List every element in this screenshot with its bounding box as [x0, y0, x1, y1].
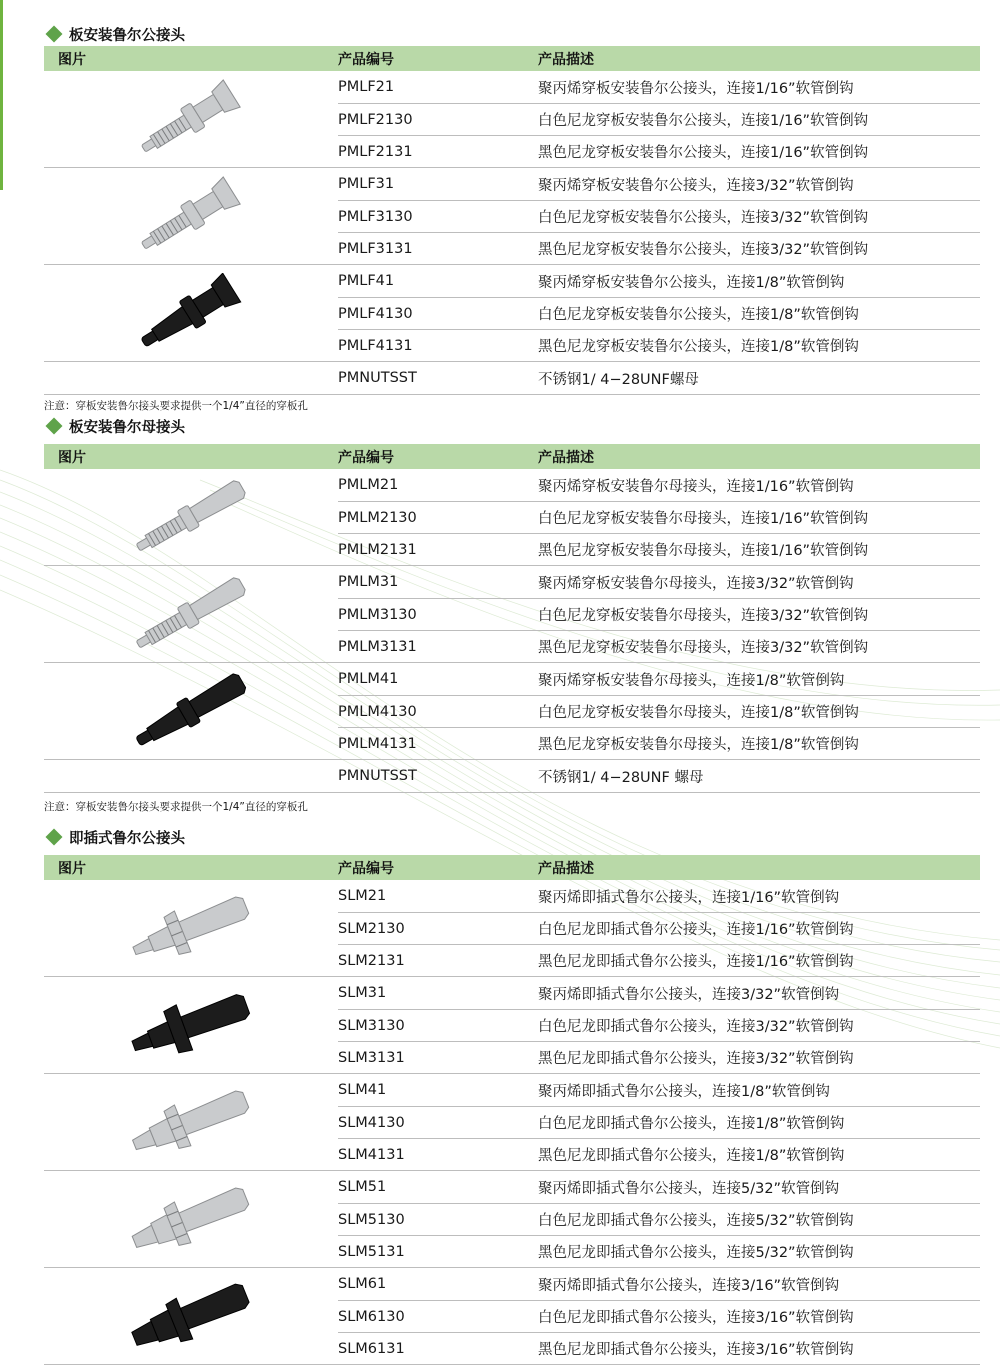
- product-desc: 聚丙烯即插式鲁尔公接头，连接5/32”软管倒钩: [538, 1180, 840, 1197]
- product-desc: 聚丙烯穿板安装鲁尔母接头，连接3/32”软管倒钩: [538, 575, 854, 592]
- table-row: [338, 880, 980, 912]
- section-note: 注意：穿板安装鲁尔接头要求提供一个1/4”直径的穿板孔: [44, 400, 308, 412]
- snap-male-luer-natural-icon: [126, 1082, 256, 1162]
- product-image-cell: [44, 1074, 338, 1170]
- header-code: 产品编号: [338, 860, 394, 877]
- diamond-bullet-icon: [46, 418, 63, 435]
- product-code: SLM5131: [338, 1243, 405, 1260]
- snap-male-luer-natural-icon: [126, 1179, 256, 1259]
- product-code: PMLF2130: [338, 111, 413, 128]
- table-header: [44, 444, 980, 469]
- product-image-cell: [44, 71, 338, 167]
- table-row: [338, 1268, 980, 1300]
- product-desc: 不锈钢1/ 4−28UNF 螺母: [538, 769, 704, 786]
- product-image-cell: [44, 760, 338, 792]
- product-code: SLM31: [338, 985, 387, 1001]
- panel-male-luer-black-icon: [131, 273, 251, 353]
- product-code: SLM5130: [338, 1211, 405, 1228]
- product-code: SLM2131: [338, 952, 405, 969]
- section-panel-male-luer: [44, 22, 980, 414]
- section-title: [44, 414, 980, 438]
- section-title-text: 板安装鲁尔公接头: [69, 27, 185, 44]
- product-desc: 聚丙烯穿板安装鲁尔公接头，连接1/16”软管倒钩: [538, 80, 854, 97]
- product-desc: 不锈钢1/ 4−28UNF螺母: [538, 371, 699, 388]
- product-group: [44, 71, 980, 168]
- product-desc: 白色尼龙即插式鲁尔公接头，连接5/32”软管倒钩: [538, 1213, 854, 1229]
- table-row: [338, 168, 980, 200]
- product-image-cell: [44, 265, 338, 361]
- product-image-cell: [44, 663, 338, 759]
- product-code: PMLM4131: [338, 735, 417, 752]
- product-code: SLM21: [338, 888, 387, 904]
- product-image-cell: [44, 1171, 338, 1267]
- product-code: SLM4131: [338, 1146, 405, 1163]
- product-desc: 聚丙烯穿板安装鲁尔公接头，连接3/32”软管倒钩: [538, 177, 854, 194]
- product-desc: 聚丙烯即插式鲁尔公接头，连接1/16”软管倒钩: [538, 889, 840, 906]
- panel-male-luer-natural-icon: [131, 176, 251, 256]
- table-row: [338, 760, 980, 792]
- product-code: SLM61: [338, 1276, 387, 1292]
- table-row: [338, 1041, 980, 1073]
- table-row: [338, 663, 980, 695]
- product-code: SLM41: [338, 1082, 387, 1098]
- snap-male-luer-black-icon: [126, 1276, 256, 1356]
- product-group: [44, 469, 980, 566]
- product-desc: 黑色尼龙穿板安装鲁尔公接头，连接1/16”软管倒钩: [538, 145, 869, 161]
- header-desc: 产品描述: [538, 860, 594, 877]
- table-row: [338, 297, 980, 329]
- product-code: PMNUTSST: [338, 768, 417, 784]
- product-desc: 黑色尼龙即插式鲁尔公接头，连接3/16”软管倒钩: [538, 1342, 854, 1358]
- table-row: [338, 232, 980, 264]
- product-desc: 白色尼龙穿板安装鲁尔公接头，连接3/32”软管倒钩: [538, 210, 869, 226]
- product-code: SLM3130: [338, 1017, 405, 1034]
- product-image-cell: [44, 977, 338, 1073]
- product-desc: 白色尼龙穿板安装鲁尔公接头，连接1/8”软管倒钩: [538, 307, 859, 323]
- product-group: [44, 265, 980, 362]
- product-desc: 黑色尼龙即插式鲁尔公接头，连接1/16”软管倒钩: [538, 954, 854, 970]
- product-desc: 黑色尼龙即插式鲁尔公接头，连接5/32”软管倒钩: [538, 1245, 854, 1261]
- section-note: 注意：穿板安装鲁尔接头要求提供一个1/4”直径的穿板孔: [44, 801, 308, 813]
- product-desc: 聚丙烯即插式鲁尔公接头，连接3/32”软管倒钩: [538, 986, 840, 1003]
- table-row: [338, 695, 980, 727]
- product-code: SLM3131: [338, 1049, 405, 1066]
- section-title-text: 板安装鲁尔母接头: [69, 419, 185, 436]
- section-title: [44, 825, 980, 849]
- product-desc: 白色尼龙穿板安装鲁尔公接头，连接1/16”软管倒钩: [538, 113, 869, 129]
- diamond-bullet-icon: [46, 26, 63, 43]
- product-code: SLM4130: [338, 1114, 405, 1131]
- product-desc: 黑色尼龙穿板安装鲁尔母接头，连接1/16”软管倒钩: [538, 543, 869, 559]
- table-row: [338, 1300, 980, 1332]
- product-desc: 聚丙烯穿板安装鲁尔母接头，连接1/8”软管倒钩: [538, 672, 845, 689]
- product-desc: 黑色尼龙即插式鲁尔公接头，连接3/32”软管倒钩: [538, 1051, 854, 1067]
- product-code: PMLF4130: [338, 305, 413, 322]
- table-row: [338, 630, 980, 662]
- table-row: [338, 1106, 980, 1138]
- product-desc: 白色尼龙即插式鲁尔公接头，连接3/32”软管倒钩: [538, 1019, 854, 1035]
- product-code: PMNUTSST: [338, 370, 417, 386]
- product-code: PMLM2130: [338, 509, 417, 526]
- table-row: [338, 1171, 980, 1203]
- section-panel-female-luer: [44, 414, 980, 815]
- table-row: [338, 265, 980, 297]
- product-desc: 黑色尼龙穿板安装鲁尔母接头，连接1/8”软管倒钩: [538, 737, 859, 753]
- product-group: [44, 1074, 980, 1171]
- product-desc: 黑色尼龙穿板安装鲁尔公接头，连接1/8”软管倒钩: [538, 339, 859, 355]
- table-row: [338, 469, 980, 501]
- product-group: [44, 1171, 980, 1268]
- panel-female-luer-black-icon: [126, 671, 256, 751]
- product-code: PMLF2131: [338, 143, 413, 160]
- left-accent-bar: [0, 0, 3, 190]
- header-desc: 产品描述: [538, 449, 594, 466]
- table-row: [338, 1203, 980, 1235]
- table-row: [338, 1138, 980, 1170]
- product-group: [44, 760, 980, 793]
- section-title-text: 即插式鲁尔公接头: [69, 830, 185, 847]
- product-code: PMLM21: [338, 477, 399, 493]
- section-snap-male-luer: [44, 825, 980, 1365]
- product-desc: 白色尼龙即插式鲁尔公接头，连接1/8”软管倒钩: [538, 1116, 845, 1132]
- product-code: PMLM3130: [338, 606, 417, 623]
- product-desc: 白色尼龙穿板安装鲁尔母接头，连接3/32”软管倒钩: [538, 608, 869, 624]
- product-image-cell: [44, 362, 338, 394]
- panel-female-luer-natural-icon: [126, 574, 256, 654]
- product-code: SLM51: [338, 1179, 387, 1195]
- table-row: [338, 727, 980, 759]
- header-desc: 产品描述: [538, 51, 594, 68]
- table-header: [44, 46, 980, 71]
- product-image-cell: [44, 168, 338, 264]
- product-code: PMLM3131: [338, 638, 417, 655]
- diamond-bullet-icon: [46, 829, 63, 846]
- product-group: [44, 1268, 980, 1365]
- product-group: [44, 663, 980, 760]
- panel-female-luer-natural-icon: [126, 477, 256, 557]
- product-code: PMLF3131: [338, 240, 413, 257]
- product-group: [44, 168, 980, 265]
- product-image-cell: [44, 1268, 338, 1364]
- header-code: 产品编号: [338, 51, 394, 68]
- product-code: PMLM4130: [338, 703, 417, 720]
- table-row: [338, 977, 980, 1009]
- table-row: [338, 329, 980, 361]
- product-code: SLM6131: [338, 1340, 405, 1357]
- product-desc: 聚丙烯即插式鲁尔公接头，连接1/8”软管倒钩: [538, 1083, 830, 1100]
- table-row: [338, 598, 980, 630]
- header-code: 产品编号: [338, 449, 394, 466]
- product-code: PMLF3130: [338, 208, 413, 225]
- product-desc: 白色尼龙即插式鲁尔公接头，连接3/16”软管倒钩: [538, 1310, 854, 1326]
- table-row: [338, 71, 980, 103]
- table-row: [338, 1074, 980, 1106]
- header-image: 图片: [58, 449, 86, 466]
- product-image-cell: [44, 566, 338, 662]
- table-row: [338, 944, 980, 976]
- table-row: [338, 1235, 980, 1267]
- header-image: 图片: [58, 51, 86, 68]
- table-row: [338, 362, 980, 394]
- product-group: [44, 362, 980, 395]
- table-row: [338, 135, 980, 167]
- product-desc: 白色尼龙即插式鲁尔公接头，连接1/16”软管倒钩: [538, 922, 854, 938]
- product-group: [44, 977, 980, 1074]
- table-row: [338, 1332, 980, 1364]
- table-row: [338, 1009, 980, 1041]
- product-code: PMLM2131: [338, 541, 417, 558]
- product-desc: 聚丙烯穿板安装鲁尔母接头，连接1/16”软管倒钩: [538, 478, 854, 495]
- product-desc: 白色尼龙穿板安装鲁尔母接头，连接1/16”软管倒钩: [538, 511, 869, 527]
- table-row: [338, 912, 980, 944]
- panel-male-luer-natural-icon: [131, 79, 251, 159]
- table-row: [338, 200, 980, 232]
- product-code: PMLM41: [338, 671, 399, 687]
- product-code: PMLF21: [338, 79, 395, 95]
- snap-male-luer-natural-icon: [126, 888, 256, 968]
- table-row: [338, 501, 980, 533]
- table-row: [338, 566, 980, 598]
- product-group: [44, 566, 980, 663]
- product-desc: 白色尼龙穿板安装鲁尔母接头，连接1/8”软管倒钩: [538, 705, 859, 721]
- product-desc: 聚丙烯即插式鲁尔公接头，连接3/16”软管倒钩: [538, 1277, 840, 1294]
- product-desc: 聚丙烯穿板安装鲁尔公接头，连接1/8”软管倒钩: [538, 274, 845, 291]
- product-desc: 黑色尼龙穿板安装鲁尔公接头，连接3/32”软管倒钩: [538, 242, 869, 258]
- catalog-page: [44, 22, 980, 1365]
- product-image-cell: [44, 469, 338, 565]
- product-code: SLM6130: [338, 1308, 405, 1325]
- section-title: [44, 22, 980, 46]
- product-code: PMLF41: [338, 273, 395, 289]
- product-code: PMLF31: [338, 176, 395, 192]
- product-group: [44, 880, 980, 977]
- snap-male-luer-black-icon: [126, 985, 256, 1065]
- product-image-cell: [44, 880, 338, 976]
- table-header: [44, 855, 980, 880]
- product-code: PMLF4131: [338, 337, 413, 354]
- product-desc: 黑色尼龙即插式鲁尔公接头，连接1/8”软管倒钩: [538, 1148, 845, 1164]
- table-row: [338, 103, 980, 135]
- product-code: PMLM31: [338, 574, 399, 590]
- header-image: 图片: [58, 860, 86, 877]
- table-row: [338, 533, 980, 565]
- product-code: SLM2130: [338, 920, 405, 937]
- product-desc: 黑色尼龙穿板安装鲁尔母接头，连接3/32”软管倒钩: [538, 640, 869, 656]
